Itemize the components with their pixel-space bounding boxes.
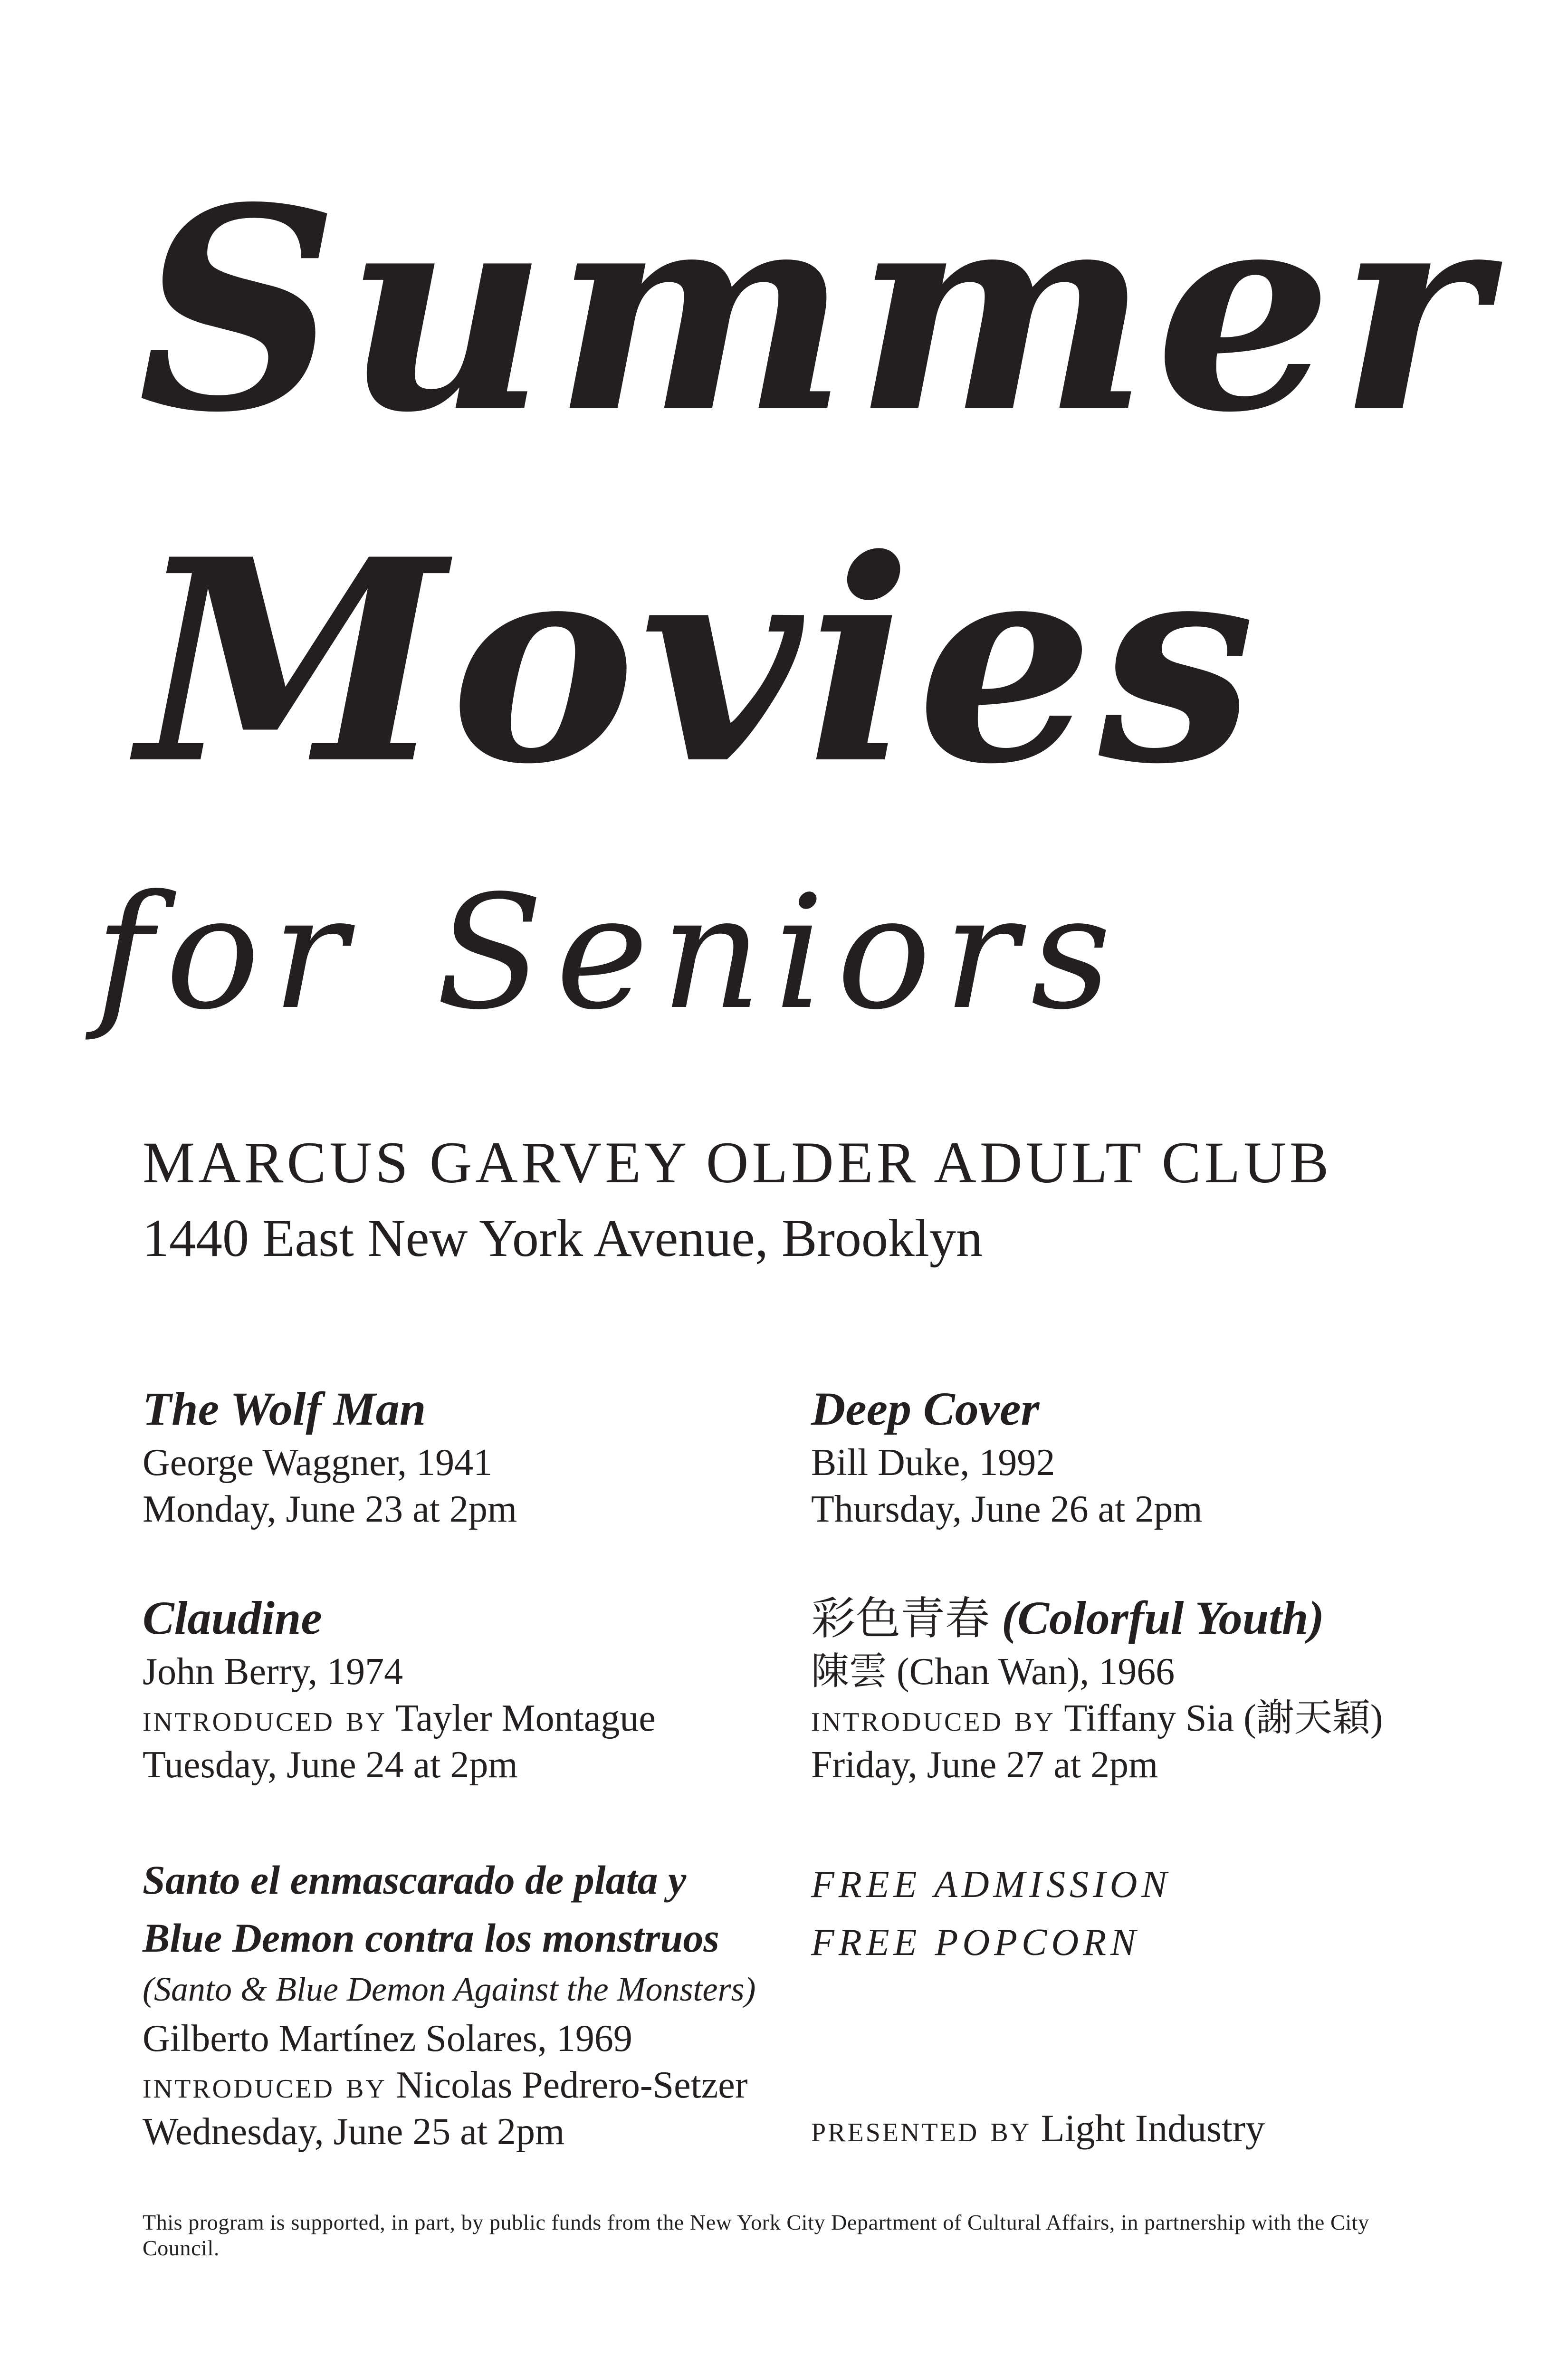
free-admission: FREE ADMISSION [811,1864,1171,1906]
film-colorful-youth [811,1591,1476,1788]
film-santo [143,1851,808,2155]
introducer-name: Nicolas Pedrero-Setzer [396,2064,748,2106]
presenter-name: Light Industry [1041,2107,1265,2150]
introduced-by-label: introduced by [143,1697,387,1739]
film-title [811,1591,1476,1645]
perks [811,1856,1476,1972]
film-showtime: Thursday, June 26 at 2pm [811,1488,1203,1530]
film-showtime: Tuesday, June 24 at 2pm [143,1744,518,1786]
film-showtime: Monday, June 23 at 2pm [143,1488,517,1530]
film-introduced-by [143,1695,808,1742]
film-director-year: Gilberto Martínez Solares, 1969 [143,2018,632,2060]
film-director-year: Bill Duke, 1992 [811,1442,1055,1484]
film-title-line-2: Blue Demon contra los monstruos [143,1915,719,1961]
funding-note: This program is supported, in part, by public funds from the New York City Department of Cultural Affairs, in partnership with the City Council. [143,2210,1369,2260]
title-line-summer: Summer [138,147,1492,473]
introducer-name: Tayler Montague [395,1697,656,1739]
film-title: The Wolf Man [143,1382,426,1435]
venue-address: 1440 East New York Avenue, Brooklyn [143,1209,983,1268]
title-line-movies: Movies [138,498,1260,825]
introduced-by-label: introduced by [811,1697,1055,1739]
presented-by-label: presented by [811,2108,1032,2150]
film-deep-cover [811,1382,1476,1533]
film-showtime: Wednesday, June 25 at 2pm [143,2111,565,2153]
film-the-wolf-man [143,1382,808,1533]
film-director-year: George Waggner, 1941 [143,1442,493,1484]
venue-name: MARCUS GARVEY OLDER ADULT CLUB [143,1130,1332,1195]
film-introduced-by [811,1695,1476,1742]
introducer-name: Tiffany Sia (謝天穎) [1064,1697,1383,1739]
introduced-by-label: introduced by [143,2064,387,2106]
film-director-year: 陳雲 (Chan Wan), 1966 [811,1651,1175,1693]
film-showtime: Friday, June 27 at 2pm [811,1744,1158,1786]
film-title-english: (Colorful Youth) [1002,1591,1324,1644]
title-line-for-seniors: for Seniors [95,862,1124,1044]
film-director-year: John Berry, 1974 [143,1651,403,1693]
film-introduced-by [143,2062,808,2108]
film-title: Claudine [143,1591,322,1644]
film-title: Deep Cover [811,1382,1040,1435]
film-english-title: (Santo & Blue Demon Against the Monsters) [143,1970,756,2008]
film-claudine [143,1591,808,1788]
free-popcorn: FREE POPCORN [811,1922,1140,1964]
film-title-line-1: Santo el enmascarado de plata y [143,1857,687,1903]
film-title-chinese: 彩色青春 [811,1593,990,1645]
presented-by [811,2109,1265,2148]
